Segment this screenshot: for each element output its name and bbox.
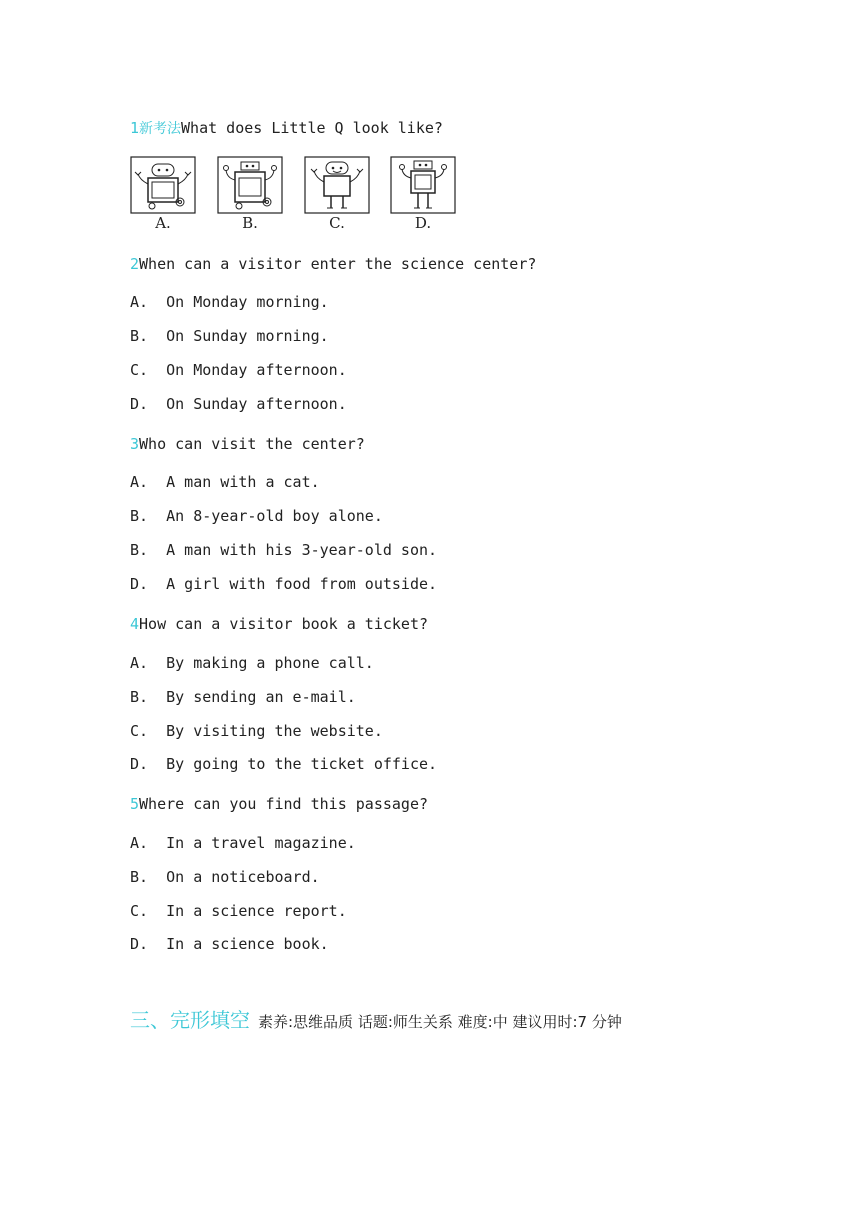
question-number: 4 (130, 615, 140, 633)
question-number: 1 (130, 119, 140, 137)
question-text: How can a visitor book a ticket? (139, 615, 429, 633)
option-c: C. By visiting the website. (130, 722, 383, 740)
question-text: What does Little Q look like? (181, 119, 443, 137)
question-number: 5 (130, 795, 140, 813)
option-d: D. A girl with food from outside. (130, 575, 438, 593)
section-header (130, 1004, 622, 1033)
question-number: 3 (130, 435, 140, 453)
question-text: When can a visitor enter the science center? (139, 255, 537, 273)
robot-image-option-d (390, 156, 456, 236)
option-a: A. In a travel magazine. (130, 834, 356, 852)
robot-c-icon (304, 156, 370, 214)
robot-b-icon (217, 156, 283, 214)
robot-image-option-a (130, 156, 196, 236)
option-b: B. An 8-year-old boy alone. (130, 507, 383, 525)
option-label: B. (242, 214, 258, 232)
option-a: A. A man with a cat. (130, 473, 320, 491)
option-a: A. By making a phone call. (130, 654, 374, 672)
section-title: 三、完形填空 (130, 1008, 250, 1032)
option-b: B. On Sunday morning. (130, 327, 329, 345)
option-b: B. On a noticeboard. (130, 868, 320, 886)
question-4 (130, 614, 428, 634)
option-a: A. On Monday morning. (130, 293, 329, 311)
option-b: B. By sending an e-mail. (130, 688, 356, 706)
option-label: A. (155, 214, 171, 232)
option-label: C. (329, 214, 345, 232)
option-d: D. By going to the ticket office. (130, 755, 438, 773)
option-d: D. On Sunday afternoon. (130, 395, 347, 413)
question-2 (130, 254, 536, 274)
option-c: C. In a science report. (130, 902, 347, 920)
question-1 (130, 118, 443, 139)
robot-image-option-c (304, 156, 370, 236)
question-number: 2 (130, 255, 140, 273)
question-text: Where can you find this passage? (139, 795, 429, 813)
section-meta: 素养:思维品质 话题:师生关系 难度:中 建议用时:7 分钟 (258, 1013, 622, 1031)
question-5 (130, 794, 428, 814)
question-text: Who can visit the center? (139, 435, 365, 453)
new-method-tag: 新考法 (139, 121, 182, 137)
robot-image-option-b (217, 156, 283, 236)
robot-d-icon (390, 156, 456, 214)
robot-a-icon (130, 156, 196, 214)
question-3 (130, 434, 365, 454)
robot-image-options (130, 156, 460, 236)
option-c: B. A man with his 3-year-old son. (130, 541, 438, 559)
option-c: C. On Monday afternoon. (130, 361, 347, 379)
option-label: D. (414, 214, 432, 232)
option-d: D. In a science book. (130, 935, 329, 953)
